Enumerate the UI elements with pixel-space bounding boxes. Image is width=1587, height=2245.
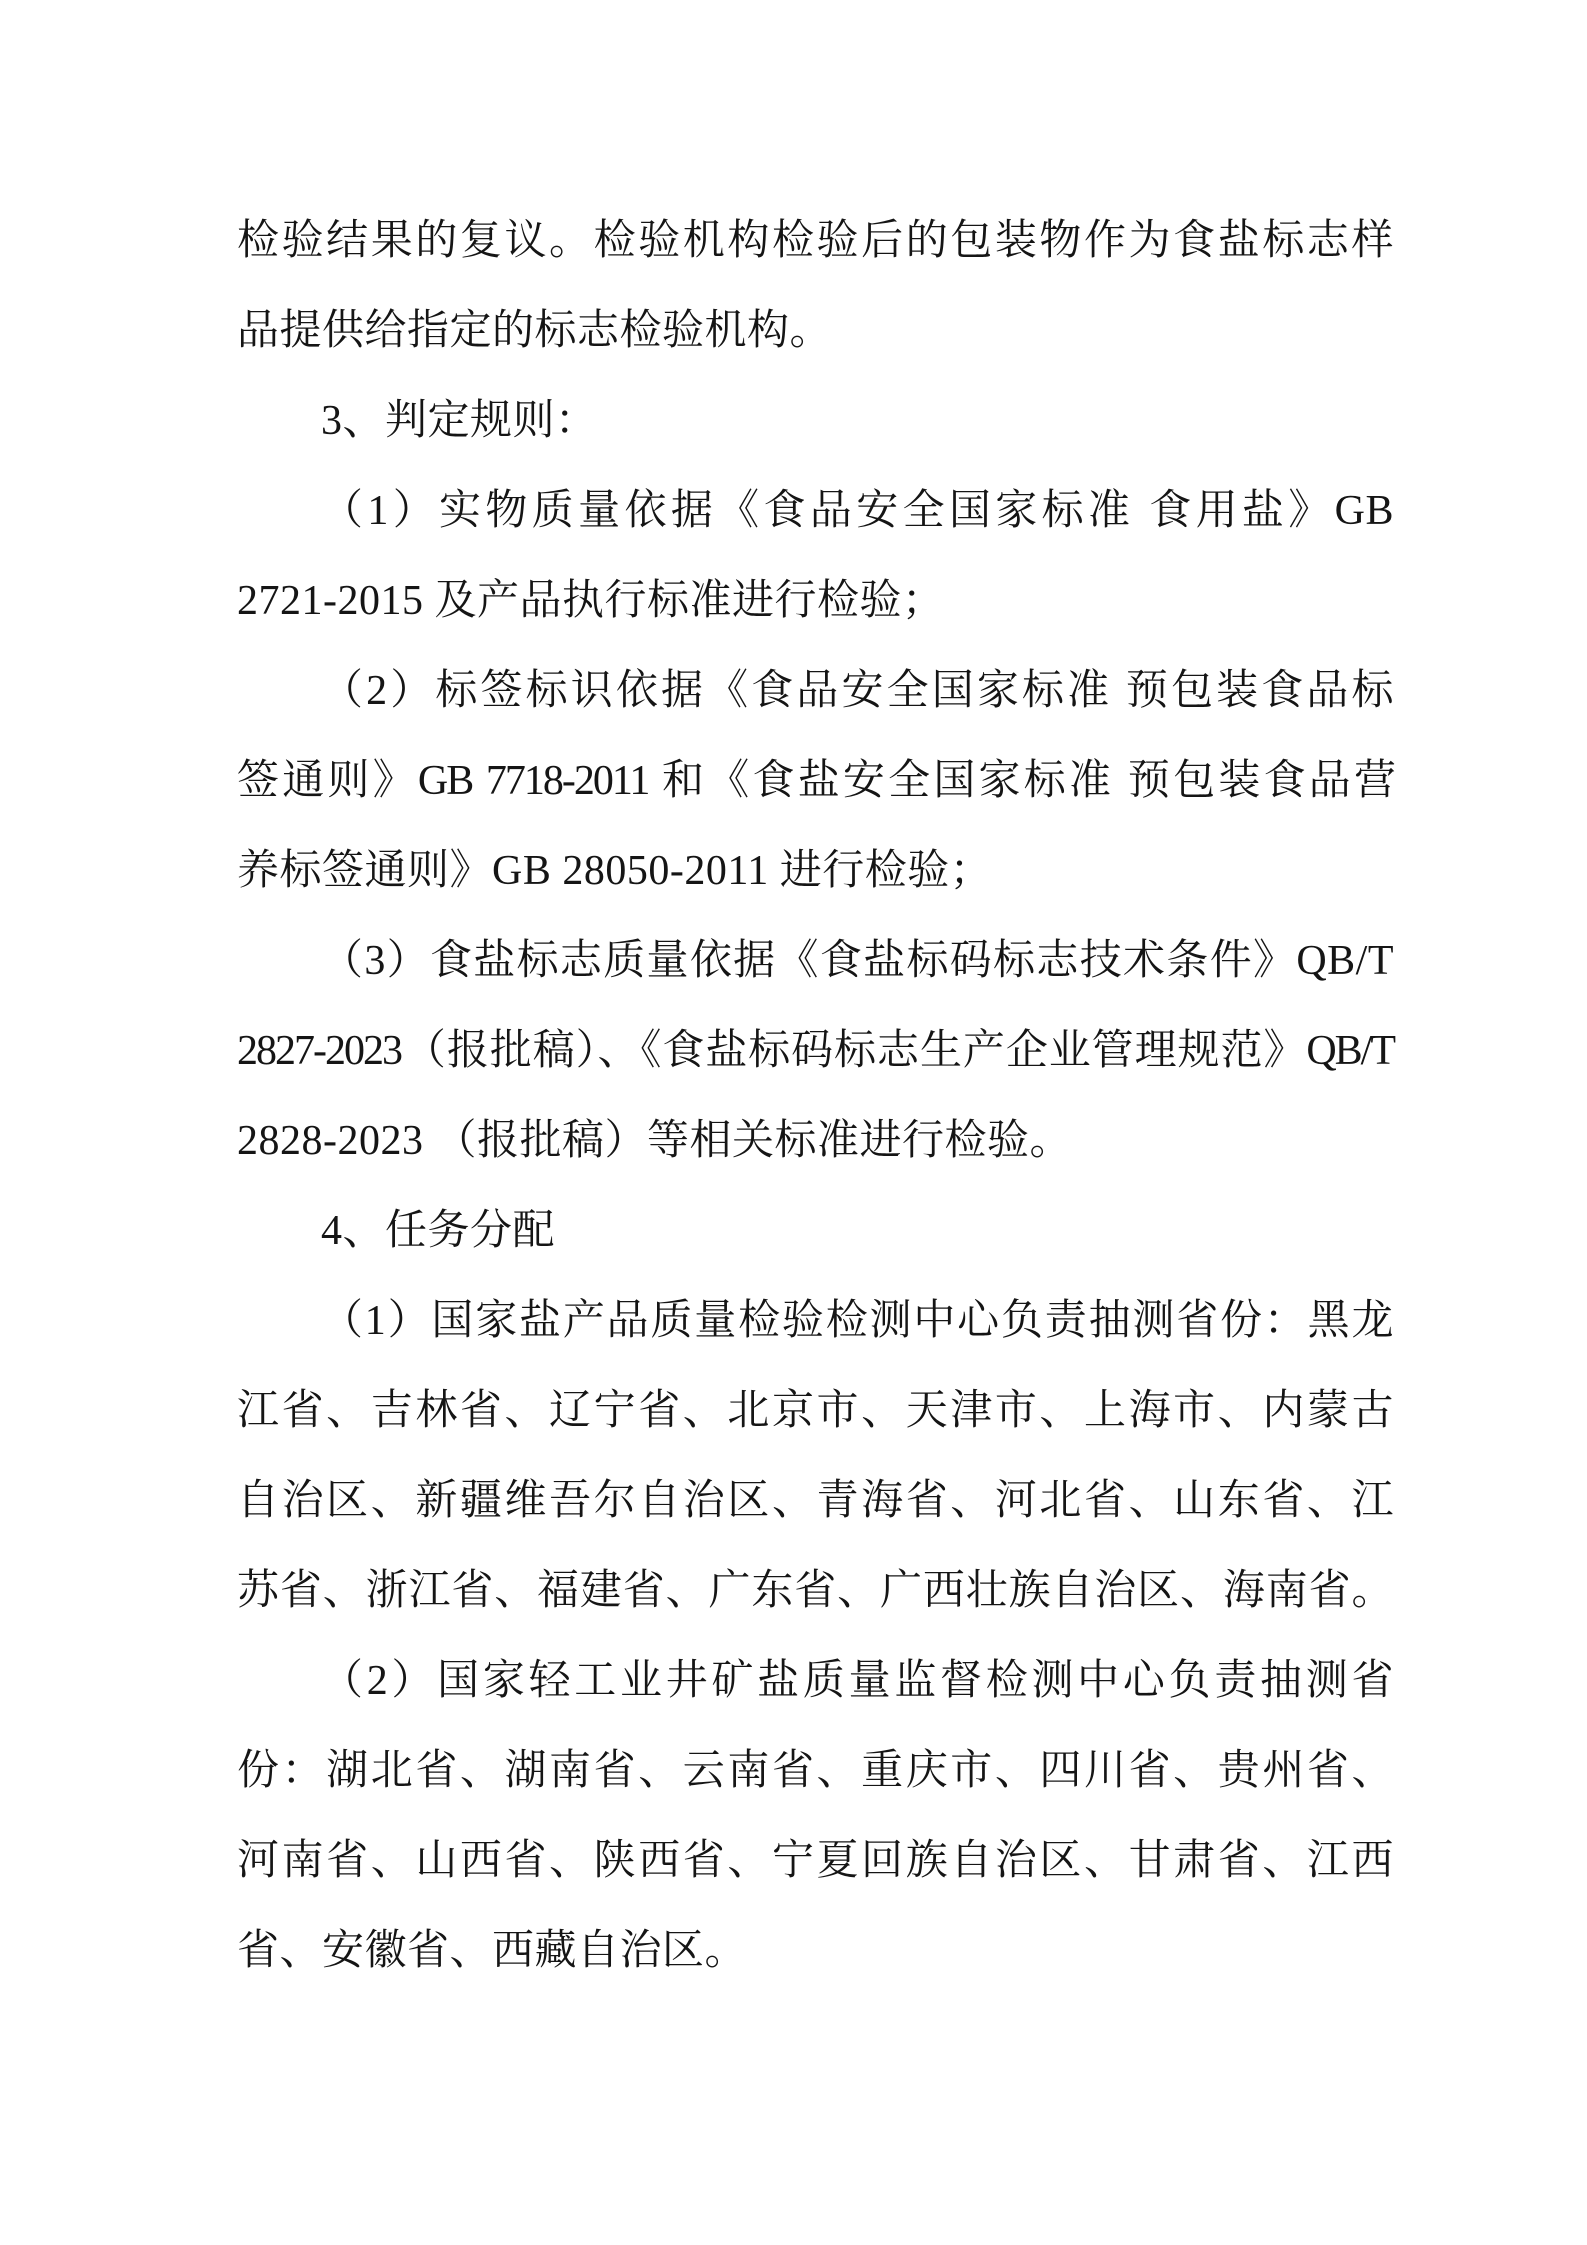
text-line: 4、任务分配 — [321, 1208, 556, 1254]
text-line: 3、判定规则： — [321, 398, 598, 444]
text-line: 苏省、浙江省、福建省、广东省、广西壮族自治区、海南省。 — [237, 1568, 1394, 1614]
text-line: 省、安徽省、西藏自治区。 — [237, 1928, 748, 1974]
text-line: 2827-2023（报批稿）、《食盐标码标志生产企业管理规范》QB/T — [237, 1028, 1394, 1074]
text-line: （1）国家盐产品质量检验检测中心负责抽测省份：黑龙 — [321, 1298, 1394, 1344]
text-line: 检验结果的复议。检验机构检验后的包装物作为食盐标志样 — [237, 218, 1394, 264]
text-line: 2828-2023 （报批稿）等相关标准进行检验。 — [237, 1118, 1072, 1164]
text-line: 2721-2015 及产品执行标准进行检验； — [237, 578, 945, 624]
text-line: （2）国家轻工业井矿盐质量监督检测中心负责抽测省 — [321, 1658, 1394, 1704]
text-line: 江省、吉林省、辽宁省、北京市、天津市、上海市、内蒙古 — [237, 1388, 1394, 1434]
text-line: 份：湖北省、湖南省、云南省、重庆市、四川省、贵州省、 — [237, 1748, 1394, 1794]
text-line: 养标签通则》GB 28050-2011 进行检验； — [237, 848, 993, 894]
text-line: 签通则》GB 7718-2011 和《食盐安全国家标准 预包装食品营 — [237, 758, 1394, 804]
text-line: 河南省、山西省、陕西省、宁夏回族自治区、甘肃省、江西 — [237, 1838, 1394, 1884]
text-line: （1）实物质量依据《食品安全国家标准 食用盐》GB — [321, 488, 1394, 534]
text-line: 自治区、新疆维吾尔自治区、青海省、河北省、山东省、江 — [237, 1478, 1394, 1524]
page-content — [237, 196, 1394, 1996]
text-line: 品提供给指定的标志检验机构。 — [237, 308, 833, 354]
text-line: （2）标签标识依据《食品安全国家标准 预包装食品标 — [321, 668, 1394, 714]
text-line: （3）食盐标志质量依据《食盐标码标志技术条件》QB/T — [321, 938, 1394, 984]
